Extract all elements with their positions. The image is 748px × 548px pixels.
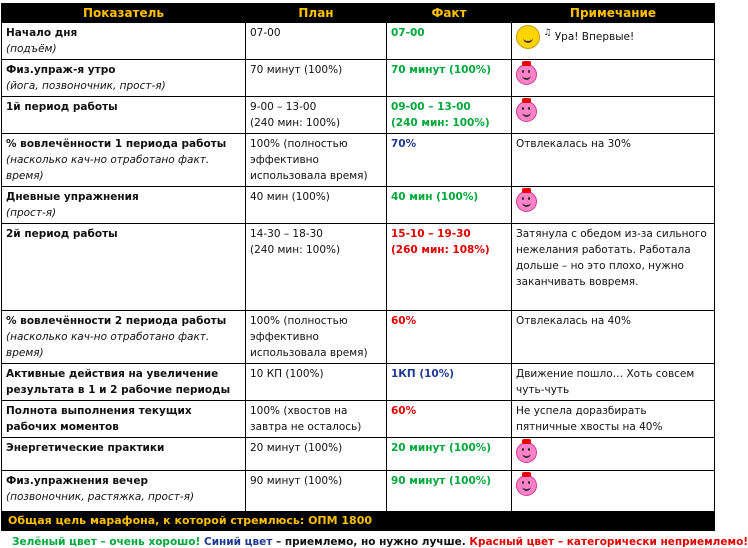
header-note: Примечание [512, 4, 715, 23]
indicator-cell: Активные действия на увеличение результата в 1 и 2 рабочие периоды [2, 364, 246, 401]
header-plan: План [246, 4, 387, 23]
indicator-cell: Физ.упражнения вечер (позвоночник, растяжка, прост-я) [2, 471, 246, 512]
plan-cell: 10 КП (100%) [246, 364, 387, 401]
plan-cell: 90 минут (100%) [246, 471, 387, 512]
legend-blue-rest: – приемлемо, но нужно лучше. [272, 536, 466, 548]
pink-smiley-icon [516, 475, 537, 496]
table-row [2, 134, 715, 187]
plan-cell: 9-00 – 13-00 (240 мин: 100%) [246, 97, 387, 134]
goal-row [2, 512, 715, 531]
report-container [1, 3, 748, 548]
note-cell: Отвлекалась на 40% [512, 311, 715, 364]
indicator-cell: Энергетические практики [2, 438, 246, 471]
table-row [2, 311, 715, 364]
fact-cell: 20 минут (100%) [387, 438, 512, 471]
legend-green: Зелёный цвет – очень хорошо! [12, 536, 201, 548]
goal-text: Общая цель марафона, к которой стремлюсь: ОПМ 1800 [2, 512, 715, 531]
fact-cell: 70% [387, 134, 512, 187]
header-fact: Факт [387, 4, 512, 23]
table-row [2, 471, 715, 512]
table-header [2, 4, 715, 23]
sun-smiley-icon [516, 25, 540, 49]
note-cell [512, 471, 715, 512]
indicator-cell: Начало дня (подъём) [2, 23, 246, 60]
plan-cell: 40 мин (100%) [246, 187, 387, 224]
table-row [2, 364, 715, 401]
indicator-cell: Физ.упраж-я утро (йога, позвоночник, прост-я) [2, 60, 246, 97]
fact-cell: 40 мин (100%) [387, 187, 512, 224]
table-row [2, 438, 715, 471]
note-text: Ура! Впервые! [554, 31, 635, 43]
fact-cell: 90 минут (100%) [387, 471, 512, 512]
note-cell: Отвлекалась на 30% [512, 134, 715, 187]
note-cell [512, 187, 715, 224]
note-cell [512, 97, 715, 134]
table-row [2, 224, 715, 311]
indicator-cell: % вовлечённости 2 периода работы (насколько кач-но отработано факт. время) [2, 311, 246, 364]
table-row [2, 97, 715, 134]
fact-cell: 07-00 [387, 23, 512, 60]
note-cell: Затянула с обедом из-за сильного нежелания работать. Работала дольше – но это плохо, нужно заканчивать вовремя. [512, 224, 715, 311]
plan-cell: 100% (полностью эффективно использовала время) [246, 311, 387, 364]
fact-cell: 60% [387, 401, 512, 438]
fact-cell: 1КП (10%) [387, 364, 512, 401]
plan-cell: 07-00 [246, 23, 387, 60]
color-legend [1, 536, 748, 548]
indicator-cell: 1й период работы [2, 97, 246, 134]
fact-cell: 60% [387, 311, 512, 364]
note-cell [512, 438, 715, 471]
pink-smiley-icon [516, 64, 537, 85]
pink-smiley-icon [516, 442, 537, 463]
plan-cell: 20 минут (100%) [246, 438, 387, 471]
table-row [2, 187, 715, 224]
plan-cell: 70 минут (100%) [246, 60, 387, 97]
fact-cell: 15-10 – 19-30 (260 мин: 108%) [387, 224, 512, 311]
note-cell: ♫ Ура! Впервые! [512, 23, 715, 60]
indicator-cell: Полнота выполнения текущих рабочих моментов [2, 401, 246, 438]
pink-smiley-icon [516, 101, 537, 122]
pink-smiley-icon [516, 191, 537, 212]
note-cell [512, 60, 715, 97]
note-cell: Не успела доразбирать пятничные хвосты на 40% [512, 401, 715, 438]
plan-cell: 100% (полностью эффективно использовала время) [246, 134, 387, 187]
marathon-table [1, 3, 715, 531]
table-row [2, 401, 715, 438]
indicator-cell: Дневные упражнения (прост-я) [2, 187, 246, 224]
table-row [2, 23, 715, 60]
indicator-cell: 2й период работы [2, 224, 246, 311]
plan-cell: 100% (хвостов на завтра не осталось) [246, 401, 387, 438]
fact-cell: 70 минут (100%) [387, 60, 512, 97]
note-cell: Движение пошло… Хоть совсем чуть-чуть [512, 364, 715, 401]
fact-cell: 09-00 – 13-00 (240 мин: 100%) [387, 97, 512, 134]
table-row [2, 60, 715, 97]
legend-red: Красный цвет – категорически неприемлемо! [469, 536, 748, 548]
header-indicator: Показатель [2, 4, 246, 23]
indicator-cell: % вовлечённости 1 периода работы (насколько кач-но отработано факт. время) [2, 134, 246, 187]
legend-blue: Синий цвет [203, 536, 273, 548]
plan-cell: 14-30 – 18-30 (240 мин: 100%) [246, 224, 387, 311]
